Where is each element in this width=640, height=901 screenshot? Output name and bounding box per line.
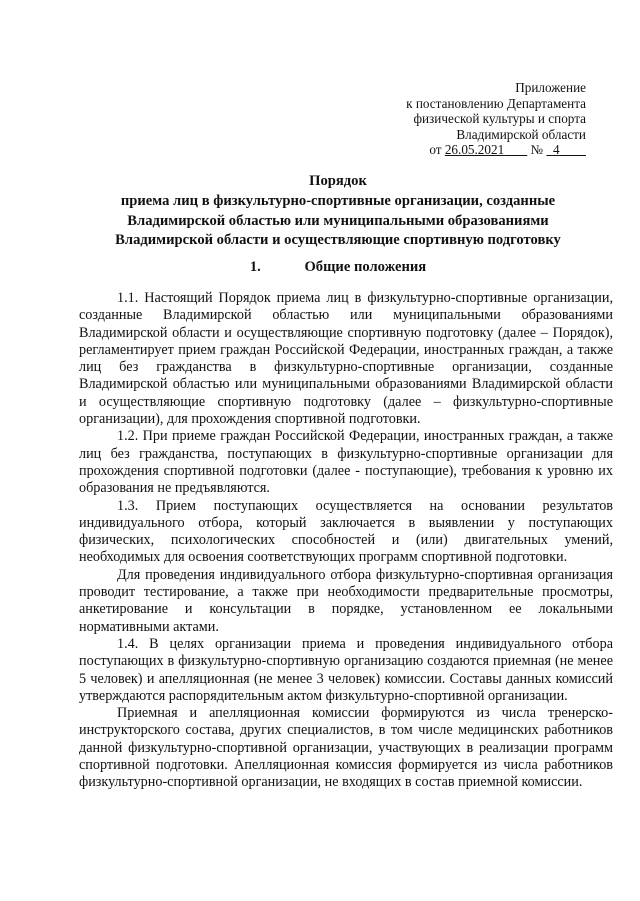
- appendix-date-line: [429, 142, 586, 158]
- title-line: Владимирской области и осуществляющие спортивную подготовку: [115, 232, 561, 249]
- paragraph: 1.1. Настоящий Порядок приема лиц в физкультурно-спортивные организации, созданные Владимирской областью или муниципальными образованиями Владимирской области и осуществляющие спортивную подготовку (далее – Порядок), регламентирует прием граждан Российской Федерации, иностранных граждан, а также лиц без гражданства в физкультурно-спортивные организации, созданные Владимирской областью или муниципальными образованиями Владимирской области и осуществляющие спортивную подготовку (далее – физкультурно-спортивные организации), для прохождения спортивной подготовки.: [79, 290, 613, 428]
- section-title: Общие положения: [304, 259, 427, 275]
- document-body: [79, 290, 613, 792]
- paragraph: 1.2. При приеме граждан Российской Федерации, иностранных граждан, а также лиц без гражданства, поступающих в физкультурно-спортивные организации для прохождения спортивной подготовки (далее - поступающие), требования к уровню их образования не предъявляются.: [79, 428, 613, 497]
- appendix-line: Владимирской области: [456, 126, 586, 142]
- appendix-header: [336, 80, 586, 158]
- title-line: приема лиц в физкультурно-спортивные организации, созданные: [120, 192, 556, 209]
- appendix-line: Приложение: [515, 80, 586, 95]
- appendix-line: физической культуры и спорта: [413, 111, 586, 127]
- date-value: 26.05.2021: [444, 142, 505, 158]
- document-title: [70, 172, 606, 251]
- number-prefix: №: [530, 142, 544, 158]
- number-value: 4: [553, 142, 560, 158]
- appendix-line: к постановлению Департамента: [406, 95, 586, 111]
- paragraph: 1.4. В целях организации приема и проведения индивидуального отбора поступающих в физкультурно-спортивную организацию создаются приемная (не менее 5 человек) и апелляционная (не менее 3 человек) комиссии. Составы данных комиссий утверждаются распорядительным актом физкультурно-спортивной организации.: [79, 635, 613, 704]
- date-prefix: от: [429, 142, 442, 158]
- section-number: 1.: [249, 259, 261, 275]
- paragraph: Для проведения индивидуального отбора физкультурно-спортивная организация проводит тестирование, а также при необходимости предварительные просмотры, анкетирование и консультации в порядке, установленном ее локальными нормативными актами.: [79, 566, 613, 635]
- paragraph: 1.3. Прием поступающих осуществляется на основании результатов индивидуального отбора, который заключается в выявлении у поступающих физических, психологических способностей и (или) двигательных умений, необходимых для освоения соответствующих программ спортивной подготовки.: [79, 497, 613, 566]
- paragraph: Приемная и апелляционная комиссии формируются из числа тренерско-инструкторского состава, других специалистов, в том числе медицинских работников данной физкультурно-спортивной организации, участвующих в реализации программ спортивной подготовки. Апелляционная комиссия формируется из числа работников физкультурно-спортивной организации, не входящих в состав приемной комиссии.: [79, 705, 613, 791]
- section-heading: [70, 258, 606, 276]
- title-line: Владимирской областью или муниципальными образованиями: [127, 212, 549, 229]
- title-line: Порядок: [309, 173, 367, 189]
